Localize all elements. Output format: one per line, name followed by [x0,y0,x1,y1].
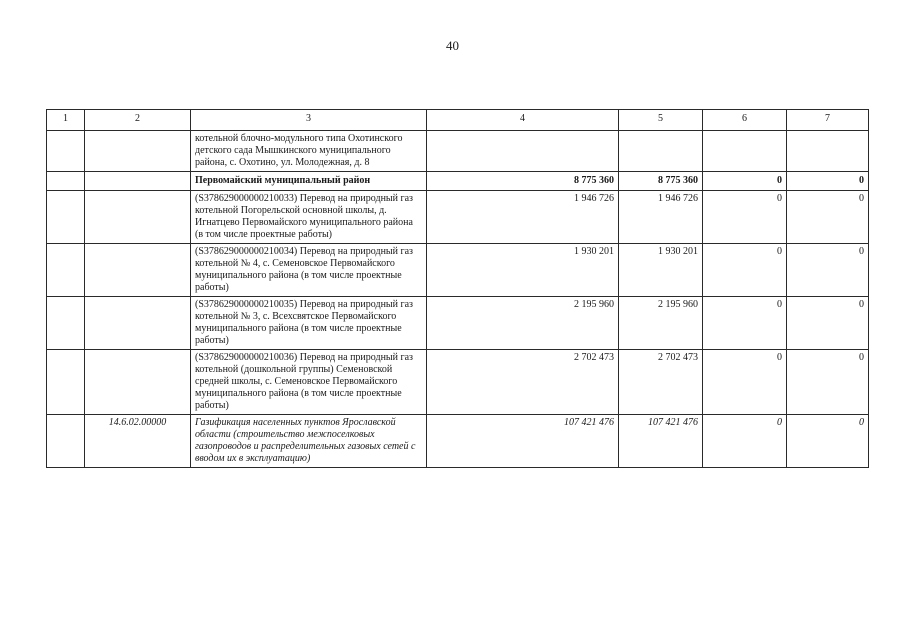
cell-amount-col5: 8 775 360 [619,172,703,191]
cell-number [47,191,85,244]
cell-amount-col7 [787,131,869,172]
cell-description: котельной блочно-модульного типа Охотинского детского сада Мышкинского муниципального района, с. Охотино, ул. Молодежная, д. 8 [191,131,427,172]
col-header-1: 1 [47,110,85,131]
cell-amount-total [427,131,619,172]
cell-description: (S378629000000210033) Перевод на природный газ котельной Погорельской основной школы, д. Игнатцево Первомайского муниципального района (в том числе проектные работы) [191,191,427,244]
cell-description: Первомайский муниципальный район [191,172,427,191]
col-header-5: 5 [619,110,703,131]
cell-amount-col6: 0 [703,350,787,415]
cell-number [47,415,85,468]
table-row [47,191,869,244]
cell-code [85,297,191,350]
cell-number [47,172,85,191]
col-header-4: 4 [427,110,619,131]
cell-amount-total: 8 775 360 [427,172,619,191]
col-header-2: 2 [85,110,191,131]
cell-code [85,172,191,191]
cell-description: Газификация населенных пунктов Ярославской области (строительство межпоселковых газопроводов и распределительных газовых сетей с вводом их в эксплуатацию) [191,415,427,468]
table-row-district-total [47,172,869,191]
cell-amount-total: 1 930 201 [427,244,619,297]
cell-description: (S378629000000210034) Перевод на природный газ котельной № 4, с. Семеновское Первомайского муниципального района (в том числе проектные работы) [191,244,427,297]
cell-description: (S378629000000210036) Перевод на природный газ котельной (дошкольной группы) Семеновской средней школы, с. Семеновское Первомайского муниципального района (в том числе проектные работы) [191,350,427,415]
cell-number [47,244,85,297]
cell-amount-col7: 0 [787,191,869,244]
cell-amount-col6: 0 [703,191,787,244]
cell-amount-total: 107 421 476 [427,415,619,468]
cell-amount-col6 [703,131,787,172]
cell-number [47,131,85,172]
cell-amount-col7: 0 [787,172,869,191]
cell-code [85,244,191,297]
cell-amount-col7: 0 [787,350,869,415]
cell-amount-col6: 0 [703,172,787,191]
cell-number [47,297,85,350]
cell-description: (S378629000000210035) Перевод на природный газ котельной № 3, с. Всехсвятское Первомайского муниципального района (в том числе проектные работы) [191,297,427,350]
budget-table [46,109,869,468]
cell-amount-col5 [619,131,703,172]
col-header-6: 6 [703,110,787,131]
col-header-7: 7 [787,110,869,131]
cell-code [85,350,191,415]
cell-amount-col6: 0 [703,415,787,468]
table-row [47,131,869,172]
cell-amount-total: 2 702 473 [427,350,619,415]
cell-amount-total: 2 195 960 [427,297,619,350]
cell-code: 14.6.02.00000 [85,415,191,468]
table-row-program-section [47,415,869,468]
col-header-3: 3 [191,110,427,131]
cell-code [85,131,191,172]
cell-amount-col5: 107 421 476 [619,415,703,468]
cell-amount-col7: 0 [787,415,869,468]
cell-amount-total: 1 946 726 [427,191,619,244]
cell-amount-col5: 1 930 201 [619,244,703,297]
page-number: 40 [446,38,459,53]
cell-amount-col7: 0 [787,244,869,297]
cell-amount-col7: 0 [787,297,869,350]
cell-code [85,191,191,244]
cell-amount-col6: 0 [703,297,787,350]
table-row [47,297,869,350]
table-row [47,350,869,415]
cell-number [47,350,85,415]
header-row [47,110,869,131]
cell-amount-col5: 2 702 473 [619,350,703,415]
table-row [47,244,869,297]
cell-amount-col5: 2 195 960 [619,297,703,350]
cell-amount-col5: 1 946 726 [619,191,703,244]
cell-amount-col6: 0 [703,244,787,297]
